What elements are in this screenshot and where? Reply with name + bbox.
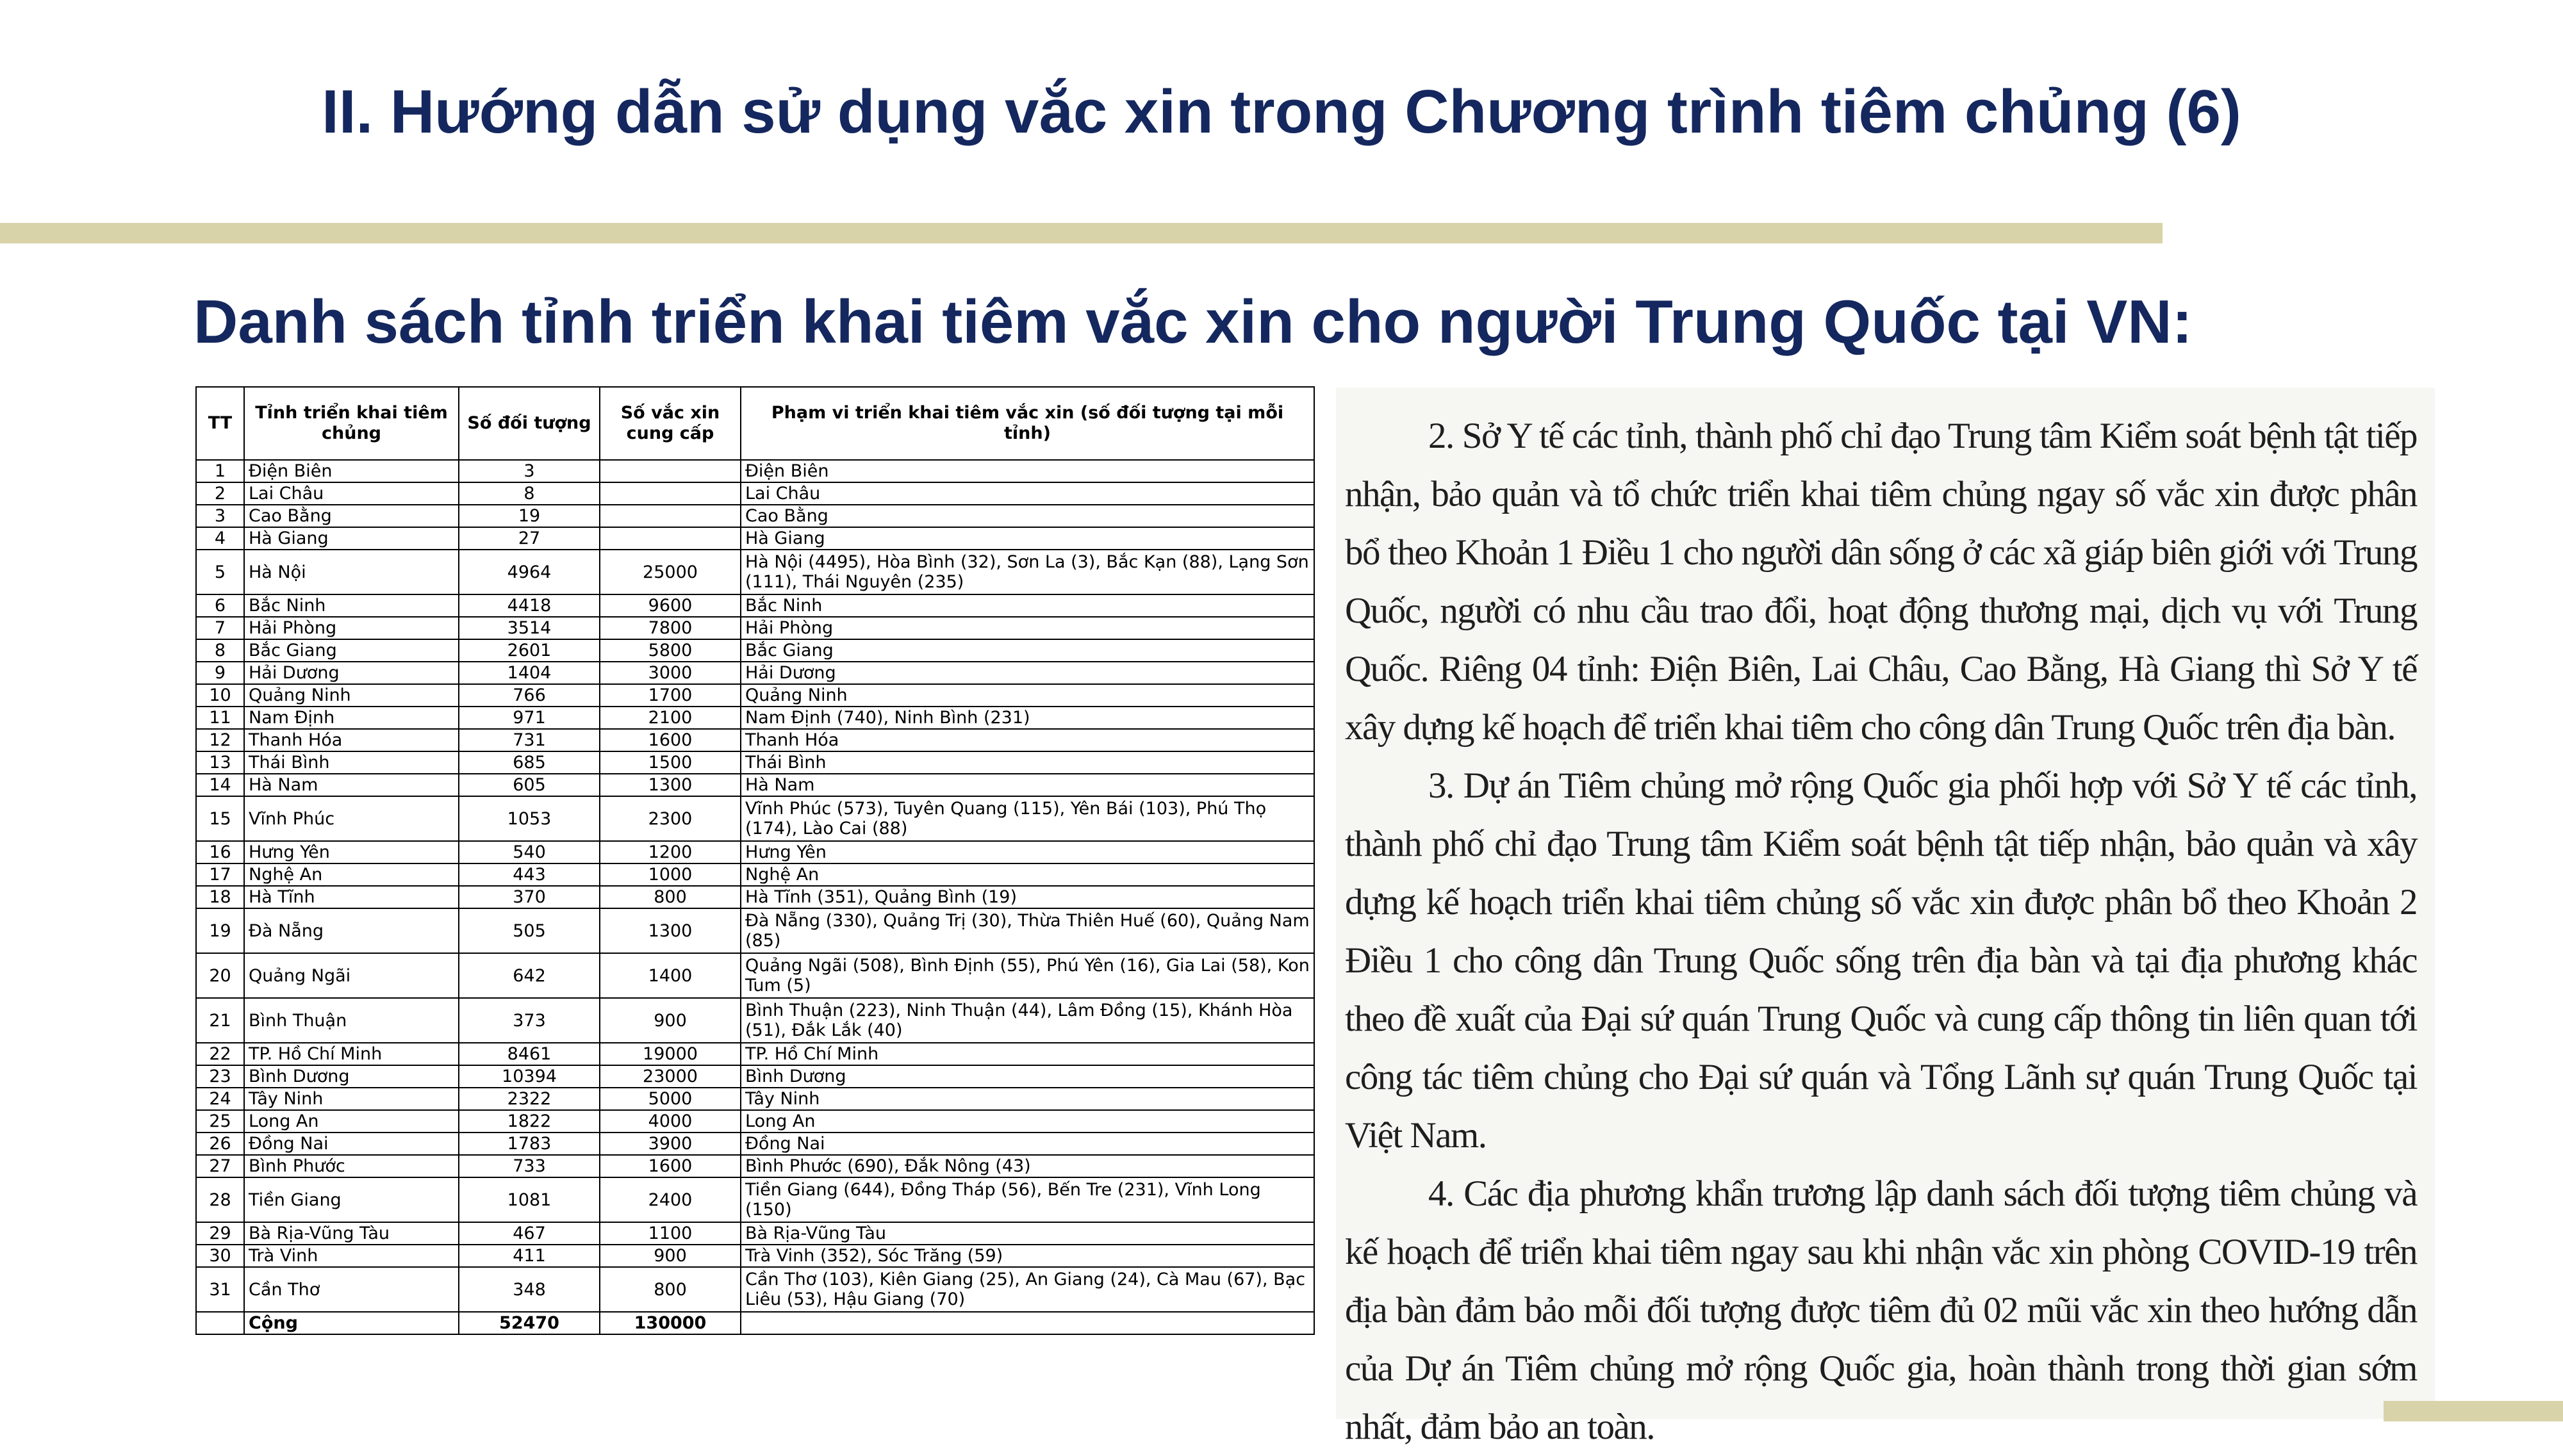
row-vaccines: 1600 (600, 1155, 741, 1177)
row-vaccines: 2100 (600, 707, 741, 729)
row-scope: Bắc Ninh (741, 594, 1314, 617)
row-subjects: 2322 (459, 1088, 600, 1110)
row-province: TP. Hồ Chí Minh (244, 1043, 459, 1065)
province-table-image (195, 386, 1314, 1335)
row-number: 30 (196, 1245, 244, 1267)
row-subjects: 19 (459, 505, 600, 527)
table-row (196, 998, 1314, 1043)
row-scope: Bắc Giang (741, 639, 1314, 662)
row-subjects: 443 (459, 863, 600, 886)
table-row (196, 1222, 1314, 1245)
row-number: 27 (196, 1155, 244, 1177)
table-row (196, 505, 1314, 527)
row-subjects: 971 (459, 707, 600, 729)
row-subjects: 4964 (459, 550, 600, 594)
row-scope: Tây Ninh (741, 1088, 1314, 1110)
row-vaccines: 1300 (600, 774, 741, 796)
row-vaccines: 3000 (600, 662, 741, 684)
row-vaccines: 7800 (600, 617, 741, 639)
row-scope: Trà Vinh (352), Sóc Trăng (59) (741, 1245, 1314, 1267)
row-subjects: 348 (459, 1267, 600, 1312)
row-province: Hưng Yên (244, 841, 459, 863)
row-scope: Bình Phước (690), Đắk Nông (43) (741, 1155, 1314, 1177)
row-province: Bình Thuận (244, 998, 459, 1043)
table-row (196, 1110, 1314, 1133)
row-province: Bình Phước (244, 1155, 459, 1177)
row-vaccines: 3900 (600, 1133, 741, 1155)
row-vaccines: 9600 (600, 594, 741, 617)
row-province: Bình Dương (244, 1065, 459, 1088)
row-number: 1 (196, 460, 244, 482)
accent-corner-line (2384, 1417, 2563, 1419)
table-row (196, 1245, 1314, 1267)
row-number: 4 (196, 527, 244, 550)
row-province: Vĩnh Phúc (244, 796, 459, 841)
row-number: 28 (196, 1177, 244, 1222)
row-subjects: 2601 (459, 639, 600, 662)
row-vaccines: 1100 (600, 1222, 741, 1245)
table-row (196, 639, 1314, 662)
row-vaccines (600, 505, 741, 527)
row-vaccines: 1000 (600, 863, 741, 886)
row-province: Quảng Ninh (244, 684, 459, 707)
header-province: Tỉnh triển khai tiêm chủng (244, 387, 459, 460)
row-scope: Nghệ An (741, 863, 1314, 886)
row-province: Thái Bình (244, 751, 459, 774)
row-vaccines: 1700 (600, 684, 741, 707)
row-scope: Quảng Ninh (741, 684, 1314, 707)
table-row (196, 1088, 1314, 1110)
row-province: Bắc Giang (244, 639, 459, 662)
row-subjects: 505 (459, 908, 600, 953)
row-scope: Đà Nẵng (330), Quảng Trị (30), Thừa Thiên Huế (60), Quảng Nam (85) (741, 908, 1314, 953)
row-vaccines: 1200 (600, 841, 741, 863)
row-vaccines: 800 (600, 1267, 741, 1312)
row-subjects: 370 (459, 886, 600, 908)
row-province: Tiền Giang (244, 1177, 459, 1222)
table-row (196, 662, 1314, 684)
scan-paragraph: 4. Các địa phương khẩn trương lập danh sách đối tượng tiêm chủng và kế hoạch để triển khai tiêm ngay sau khi nhận vắc xin phòng COVID-19 trên địa bàn đảm bảo mỗi đối tượng được tiêm đủ 02 mũi vắc xin theo hướng dẫn của Dự án Tiêm chủng mở rộng Quốc gia, hoàn thành trong thời gian sớm nhất, đảm bảo an toàn. (1345, 1174, 2417, 1447)
row-scope: Hải Dương (741, 662, 1314, 684)
scan-paragraph: 3. Dự án Tiêm chủng mở rộng Quốc gia phối hợp với Sở Y tế các tỉnh, thành phố chỉ đạo Trung tâm Kiểm soát bệnh tật tiếp nhận, bảo quản và xây dựng kế hoạch triển khai tiêm chủng số vắc xin được phân bổ theo Khoản 2 Điều 1 cho công dân Trung Quốc sống trên địa bàn và tại địa phương khác theo đề xuất của Đại sứ quán Trung Quốc và cung cấp thông tin liên quan tới công tác tiêm chủng cho Đại sứ quán và Tổng Lãnh sự quán Trung Quốc tại Việt Nam. (1345, 765, 2417, 1156)
row-province: Hà Tĩnh (244, 886, 459, 908)
table-row (196, 1043, 1314, 1065)
row-number: 31 (196, 1267, 244, 1312)
row-number: 8 (196, 639, 244, 662)
row-subjects: 1404 (459, 662, 600, 684)
row-vaccines: 900 (600, 1245, 741, 1267)
row-subjects: 373 (459, 998, 600, 1043)
total-number (196, 1312, 244, 1334)
row-scope: Lai Châu (741, 482, 1314, 505)
row-province: Nam Định (244, 707, 459, 729)
row-number: 3 (196, 505, 244, 527)
row-scope: Vĩnh Phúc (573), Tuyên Quang (115), Yên Bái (103), Phú Thọ (174), Lào Cai (88) (741, 796, 1314, 841)
slide-subtitle: Danh sách tỉnh triển khai tiêm vắc xin cho người Trung Quốc tại VN: (194, 288, 2193, 356)
row-subjects: 540 (459, 841, 600, 863)
row-number: 10 (196, 684, 244, 707)
slide-title: II. Hướng dẫn sử dụng vắc xin trong Chương trình tiêm chủng (6) (322, 78, 2241, 146)
table-row (196, 1065, 1314, 1088)
row-subjects: 733 (459, 1155, 600, 1177)
row-number: 16 (196, 841, 244, 863)
row-subjects: 605 (459, 774, 600, 796)
row-vaccines: 1300 (600, 908, 741, 953)
row-province: Bà Rịa-Vũng Tàu (244, 1222, 459, 1245)
table-row (196, 707, 1314, 729)
row-number: 13 (196, 751, 244, 774)
row-number: 11 (196, 707, 244, 729)
row-subjects: 1053 (459, 796, 600, 841)
table-row (196, 841, 1314, 863)
row-vaccines: 800 (600, 886, 741, 908)
table-row (196, 886, 1314, 908)
row-subjects: 8461 (459, 1043, 600, 1065)
header-subjects: Số đối tượng (459, 387, 600, 460)
row-province: Cao Bằng (244, 505, 459, 527)
row-province: Hà Nội (244, 550, 459, 594)
total-scope (741, 1312, 1314, 1334)
row-scope: Hà Nam (741, 774, 1314, 796)
row-scope: Thanh Hóa (741, 729, 1314, 751)
table-row (196, 796, 1314, 841)
row-scope: Bà Rịa-Vũng Tàu (741, 1222, 1314, 1245)
row-province: Hải Phòng (244, 617, 459, 639)
row-subjects: 4418 (459, 594, 600, 617)
row-scope: Cao Bằng (741, 505, 1314, 527)
row-number: 24 (196, 1088, 244, 1110)
table-body (196, 460, 1314, 1334)
row-province: Trà Vinh (244, 1245, 459, 1267)
row-subjects: 467 (459, 1222, 600, 1245)
header-scope: Phạm vi triển khai tiêm vắc xin (số đối tượng tại mỗi tỉnh) (741, 387, 1314, 460)
table-row (196, 684, 1314, 707)
row-subjects: 1783 (459, 1133, 600, 1155)
table-header-row (196, 387, 1314, 460)
row-vaccines: 5800 (600, 639, 741, 662)
row-vaccines: 5000 (600, 1088, 741, 1110)
row-vaccines (600, 460, 741, 482)
row-number: 21 (196, 998, 244, 1043)
row-subjects: 731 (459, 729, 600, 751)
row-scope: Hà Tĩnh (351), Quảng Bình (19) (741, 886, 1314, 908)
row-number: 17 (196, 863, 244, 886)
header-tt: TT (196, 387, 244, 460)
row-scope: Điện Biên (741, 460, 1314, 482)
total-subjects: 52470 (459, 1312, 600, 1334)
table-row (196, 482, 1314, 505)
row-number: 18 (196, 886, 244, 908)
row-subjects: 1081 (459, 1177, 600, 1222)
table-row (196, 617, 1314, 639)
total-label: Cộng (244, 1312, 459, 1334)
row-vaccines: 25000 (600, 550, 741, 594)
row-vaccines: 4000 (600, 1110, 741, 1133)
row-subjects: 27 (459, 527, 600, 550)
row-scope: Thái Bình (741, 751, 1314, 774)
row-number: 20 (196, 953, 244, 998)
table-total-row (196, 1312, 1314, 1334)
table-row (196, 1267, 1314, 1312)
row-vaccines: 900 (600, 998, 741, 1043)
row-number: 19 (196, 908, 244, 953)
table-row (196, 1177, 1314, 1222)
row-subjects: 411 (459, 1245, 600, 1267)
header-vaccines: Số vắc xin cung cấp (600, 387, 741, 460)
row-province: Đà Nẵng (244, 908, 459, 953)
row-number: 9 (196, 662, 244, 684)
row-vaccines (600, 482, 741, 505)
table-row (196, 863, 1314, 886)
row-scope: Hà Giang (741, 527, 1314, 550)
row-subjects: 3 (459, 460, 600, 482)
row-scope: Bình Thuận (223), Ninh Thuận (44), Lâm Đồng (15), Khánh Hòa (51), Đắk Lắk (40) (741, 998, 1314, 1043)
province-table (195, 386, 1315, 1335)
row-number: 6 (196, 594, 244, 617)
row-number: 7 (196, 617, 244, 639)
row-subjects: 642 (459, 953, 600, 998)
row-number: 22 (196, 1043, 244, 1065)
row-number: 26 (196, 1133, 244, 1155)
row-subjects: 8 (459, 482, 600, 505)
table-row (196, 751, 1314, 774)
scan-paragraph: 2. Sở Y tế các tỉnh, thành phố chỉ đạo Trung tâm Kiểm soát bệnh tật tiếp nhận, bảo quản và tổ chức triển khai tiêm chủng ngay số vắc xin được phân bổ theo Khoản 1 Điều 1 cho người dân sống ở các xã giáp biên giới với Trung Quốc, người có nhu cầu trao đổi, hoạt động thương mại, dịch vụ với Trung Quốc. Riêng 04 tỉnh: Điện Biên, Lai Châu, Cao Bằng, Hà Giang thì Sở Y tế xây dựng kế hoạch để triển khai tiêm cho công dân Trung Quốc trên địa bàn. (1345, 416, 2417, 748)
row-province: Nghệ An (244, 863, 459, 886)
table-row (196, 460, 1314, 482)
row-province: Quảng Ngãi (244, 953, 459, 998)
row-scope: TP. Hồ Chí Minh (741, 1043, 1314, 1065)
row-subjects: 10394 (459, 1065, 600, 1088)
row-number: 15 (196, 796, 244, 841)
row-province: Long An (244, 1110, 459, 1133)
row-province: Hải Dương (244, 662, 459, 684)
row-province: Hà Giang (244, 527, 459, 550)
row-province: Điện Biên (244, 460, 459, 482)
total-vaccines: 130000 (600, 1312, 741, 1334)
row-province: Đồng Nai (244, 1133, 459, 1155)
row-number: 25 (196, 1110, 244, 1133)
table-row (196, 953, 1314, 998)
table-row (196, 594, 1314, 617)
table-row (196, 729, 1314, 751)
row-number: 2 (196, 482, 244, 505)
table-row (196, 527, 1314, 550)
row-scope: Bình Dương (741, 1065, 1314, 1088)
accent-bar (0, 223, 2163, 243)
row-subjects: 685 (459, 751, 600, 774)
row-subjects: 766 (459, 684, 600, 707)
row-province: Thanh Hóa (244, 729, 459, 751)
row-subjects: 1822 (459, 1110, 600, 1133)
scanned-document-excerpt (1336, 388, 2435, 1447)
table-row (196, 1155, 1314, 1177)
table-row (196, 908, 1314, 953)
table-row (196, 1133, 1314, 1155)
row-scope: Tiền Giang (644), Đồng Tháp (56), Bến Tre (231), Vĩnh Long (150) (741, 1177, 1314, 1222)
row-vaccines: 1600 (600, 729, 741, 751)
row-scope: Hà Nội (4495), Hòa Bình (32), Sơn La (3), Bắc Kạn (88), Lạng Sơn (111), Thái Nguyên (235) (741, 550, 1314, 594)
row-scope: Hải Phòng (741, 617, 1314, 639)
row-vaccines: 19000 (600, 1043, 741, 1065)
row-vaccines: 1500 (600, 751, 741, 774)
table-row (196, 774, 1314, 796)
row-province: Cần Thơ (244, 1267, 459, 1312)
row-province: Lai Châu (244, 482, 459, 505)
row-number: 23 (196, 1065, 244, 1088)
row-province: Bắc Ninh (244, 594, 459, 617)
row-number: 14 (196, 774, 244, 796)
row-scope: Quảng Ngãi (508), Bình Định (55), Phú Yên (16), Gia Lai (58), Kon Tum (5) (741, 953, 1314, 998)
row-vaccines: 1400 (600, 953, 741, 998)
row-vaccines: 23000 (600, 1065, 741, 1088)
row-vaccines: 2300 (600, 796, 741, 841)
row-scope: Nam Định (740), Ninh Bình (231) (741, 707, 1314, 729)
row-province: Hà Nam (244, 774, 459, 796)
row-province: Tây Ninh (244, 1088, 459, 1110)
row-scope: Hưng Yên (741, 841, 1314, 863)
row-vaccines: 2400 (600, 1177, 741, 1222)
row-vaccines (600, 527, 741, 550)
row-subjects: 3514 (459, 617, 600, 639)
row-scope: Long An (741, 1110, 1314, 1133)
row-number: 29 (196, 1222, 244, 1245)
row-number: 12 (196, 729, 244, 751)
row-scope: Đồng Nai (741, 1133, 1314, 1155)
row-number: 5 (196, 550, 244, 594)
row-scope: Cần Thơ (103), Kiên Giang (25), An Giang (24), Cà Mau (67), Bạc Liêu (53), Hậu Giang (70) (741, 1267, 1314, 1312)
table-row (196, 550, 1314, 594)
